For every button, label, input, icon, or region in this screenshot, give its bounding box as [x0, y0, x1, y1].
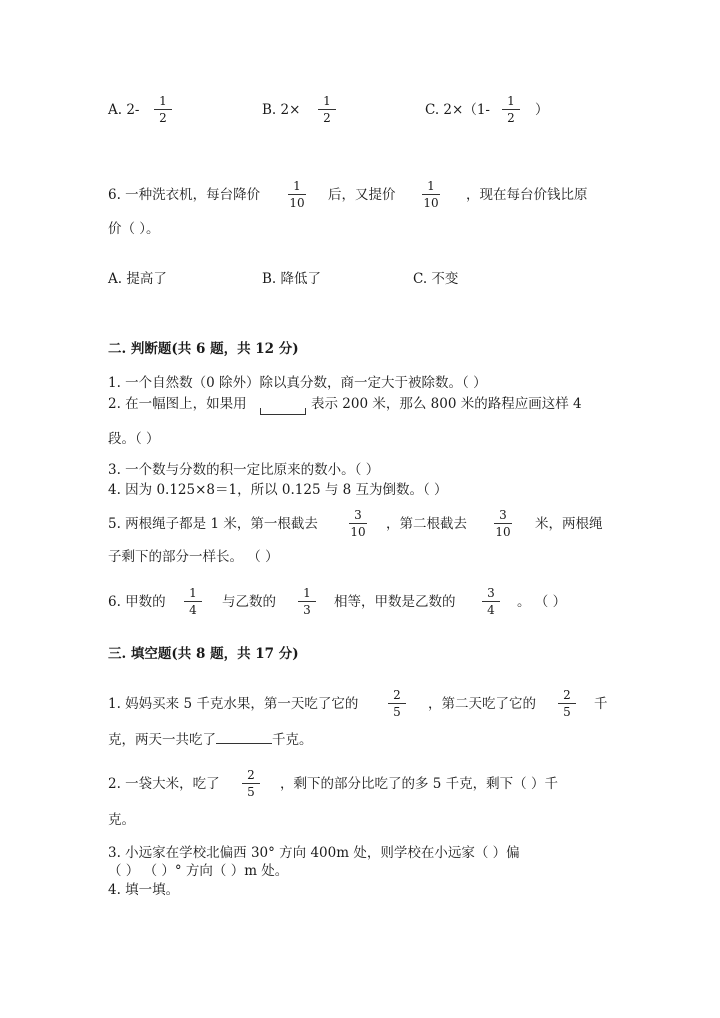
q6-option-a: A. 提高了 — [108, 271, 167, 287]
section2-item-6-text-a: 6. 甲数的 — [108, 594, 166, 610]
fraction-numerator: 3 — [354, 508, 362, 522]
fraction-numerator: 1 — [293, 179, 301, 193]
fraction-bar — [388, 703, 406, 704]
section2-item-2-text-c: 段。（ ） — [108, 431, 160, 447]
section2-item-6-text-b: 与乙数的 — [222, 594, 276, 610]
section3-heading: 三. 填空题(共 8 题，共 17 分) — [108, 646, 299, 662]
fraction-bar — [242, 783, 260, 784]
fraction-denominator: 3 — [303, 603, 311, 617]
fraction-denominator: 5 — [393, 705, 401, 719]
fraction-numerator: 2 — [247, 768, 255, 782]
section2-item-2-text-b: 表示 200 米，那么 800 米的路程应画这样 4 — [311, 396, 582, 412]
fraction-denominator: 10 — [289, 196, 305, 210]
section2-item-5-fraction-2 — [492, 508, 514, 539]
section2-item-6-fraction-1 — [182, 586, 204, 617]
section3-item-4: 4. 填一填。 — [108, 882, 180, 898]
section3-item-1-text-b: ，第二天吃了它的 — [428, 696, 536, 712]
fraction-bar — [318, 109, 336, 110]
fraction-denominator: 10 — [495, 525, 511, 539]
fraction-numerator: 1 — [507, 94, 515, 108]
fraction-denominator: 2 — [323, 111, 331, 125]
section3-item-1-text-a: 1. 妈妈买来 5 千克水果，第一天吃了它的 — [108, 696, 359, 712]
section2-heading: 二. 判断题(共 6 题，共 12 分) — [108, 341, 299, 357]
answer-blank — [216, 731, 272, 744]
fraction-numerator: 1 — [159, 94, 167, 108]
section2-item-5-fraction-1 — [347, 508, 369, 539]
section2-item-6-fraction-2 — [296, 586, 318, 617]
fraction-numerator: 1 — [303, 586, 311, 600]
fraction-bar — [482, 601, 500, 602]
fraction-bar — [558, 703, 576, 704]
fraction-bar — [349, 523, 367, 524]
scale-bar-icon — [260, 408, 306, 415]
fraction-denominator: 10 — [423, 196, 439, 210]
q5-option-b: B. 2× — [262, 102, 301, 118]
section2-item-4: 4. 因为 0.125×8＝1，所以 0.125 与 8 互为倒数。（ ） — [108, 482, 448, 498]
fraction-denominator: 2 — [159, 111, 167, 125]
section3-item-2-text-a: 2. 一袋大米，吃了 — [108, 776, 220, 792]
fraction-denominator: 10 — [350, 525, 366, 539]
section3-item-1-text-e: 千克。 — [272, 732, 313, 748]
q6-option-c: C. 不变 — [413, 271, 459, 287]
section2-item-1: 1. 一个自然数（0 除外）除以真分数，商一定大于被除数。（ ） — [108, 375, 487, 391]
fraction-denominator: 5 — [247, 785, 255, 799]
fraction-denominator: 4 — [189, 603, 197, 617]
q6-text-2: 后，又提价 — [328, 187, 396, 203]
fraction-denominator: 4 — [487, 603, 495, 617]
fraction-bar — [502, 109, 520, 110]
q6-fraction-1 — [286, 179, 308, 210]
section3-item-2-fraction — [240, 768, 262, 799]
section2-item-2-text-a: 2. 在一幅图上，如果用 — [108, 396, 247, 412]
section3-item-3-text-b: （ ） （ ）° 方向（ ）m 处。 — [108, 863, 289, 879]
q5-option-c-close: ） — [535, 102, 549, 118]
q5-option-c: C. 2×（1- — [425, 102, 490, 118]
fraction-bar — [184, 601, 202, 602]
section2-item-5-text-c: 米，两根绳 — [535, 516, 603, 532]
section3-item-2-text-c: 克。 — [108, 812, 135, 828]
fraction-bar — [422, 194, 440, 195]
fraction-numerator: 2 — [393, 688, 401, 702]
q6-text-4: 价（ ）。 — [108, 221, 160, 237]
section2-item-6-text-d: 。 （ ） — [517, 594, 567, 610]
section3-item-1-text-c: 千 — [594, 696, 608, 712]
fraction-denominator: 5 — [563, 705, 571, 719]
section2-item-5-text-b: ，第二根截去 — [386, 516, 467, 532]
section2-item-6-text-c: 相等，甲数是乙数的 — [334, 594, 456, 610]
fraction-numerator: 3 — [487, 586, 495, 600]
fraction-denominator: 2 — [507, 111, 515, 125]
q5-option-c-fraction — [500, 94, 522, 125]
fraction-bar — [288, 194, 306, 195]
fraction-numerator: 1 — [427, 179, 435, 193]
section3-item-1-fraction-1 — [386, 688, 408, 719]
fraction-bar — [298, 601, 316, 602]
section3-item-3-text-a: 3. 小远家在学校北偏西 30° 方向 400m 处，则学校在小远家（ ）偏 — [108, 845, 520, 861]
section2-item-3: 3. 一个数与分数的积一定比原来的数小。（ ） — [108, 462, 380, 478]
q6-text-1: 6. 一种洗衣机，每台降价 — [108, 187, 261, 203]
fraction-numerator: 3 — [499, 508, 507, 522]
section3-item-1-fraction-2 — [556, 688, 578, 719]
section2-item-6-fraction-3 — [480, 586, 502, 617]
q5-option-b-fraction — [316, 94, 338, 125]
q5-option-a: A. 2- — [108, 102, 140, 118]
fraction-numerator: 1 — [323, 94, 331, 108]
fraction-numerator: 2 — [563, 688, 571, 702]
section3-item-2-text-b: ，剩下的部分比吃了的多 5 千克，剩下（ ）千 — [280, 776, 558, 792]
fraction-numerator: 1 — [189, 586, 197, 600]
section2-item-5-text-d: 子剩下的部分一样长。 （ ） — [108, 549, 279, 565]
q6-text-3: ，现在每台价钱比原 — [466, 187, 588, 203]
q5-option-a-fraction — [152, 94, 174, 125]
fraction-bar — [154, 109, 172, 110]
section2-item-5-text-a: 5. 两根绳子都是 1 米，第一根截去 — [108, 516, 318, 532]
fraction-bar — [494, 523, 512, 524]
section3-item-1-text-d-label: 克，两天一共吃了 — [108, 732, 216, 748]
q6-fraction-2 — [420, 179, 442, 210]
section3-item-1-text-d — [108, 731, 313, 749]
q6-option-b: B. 降低了 — [262, 271, 322, 287]
